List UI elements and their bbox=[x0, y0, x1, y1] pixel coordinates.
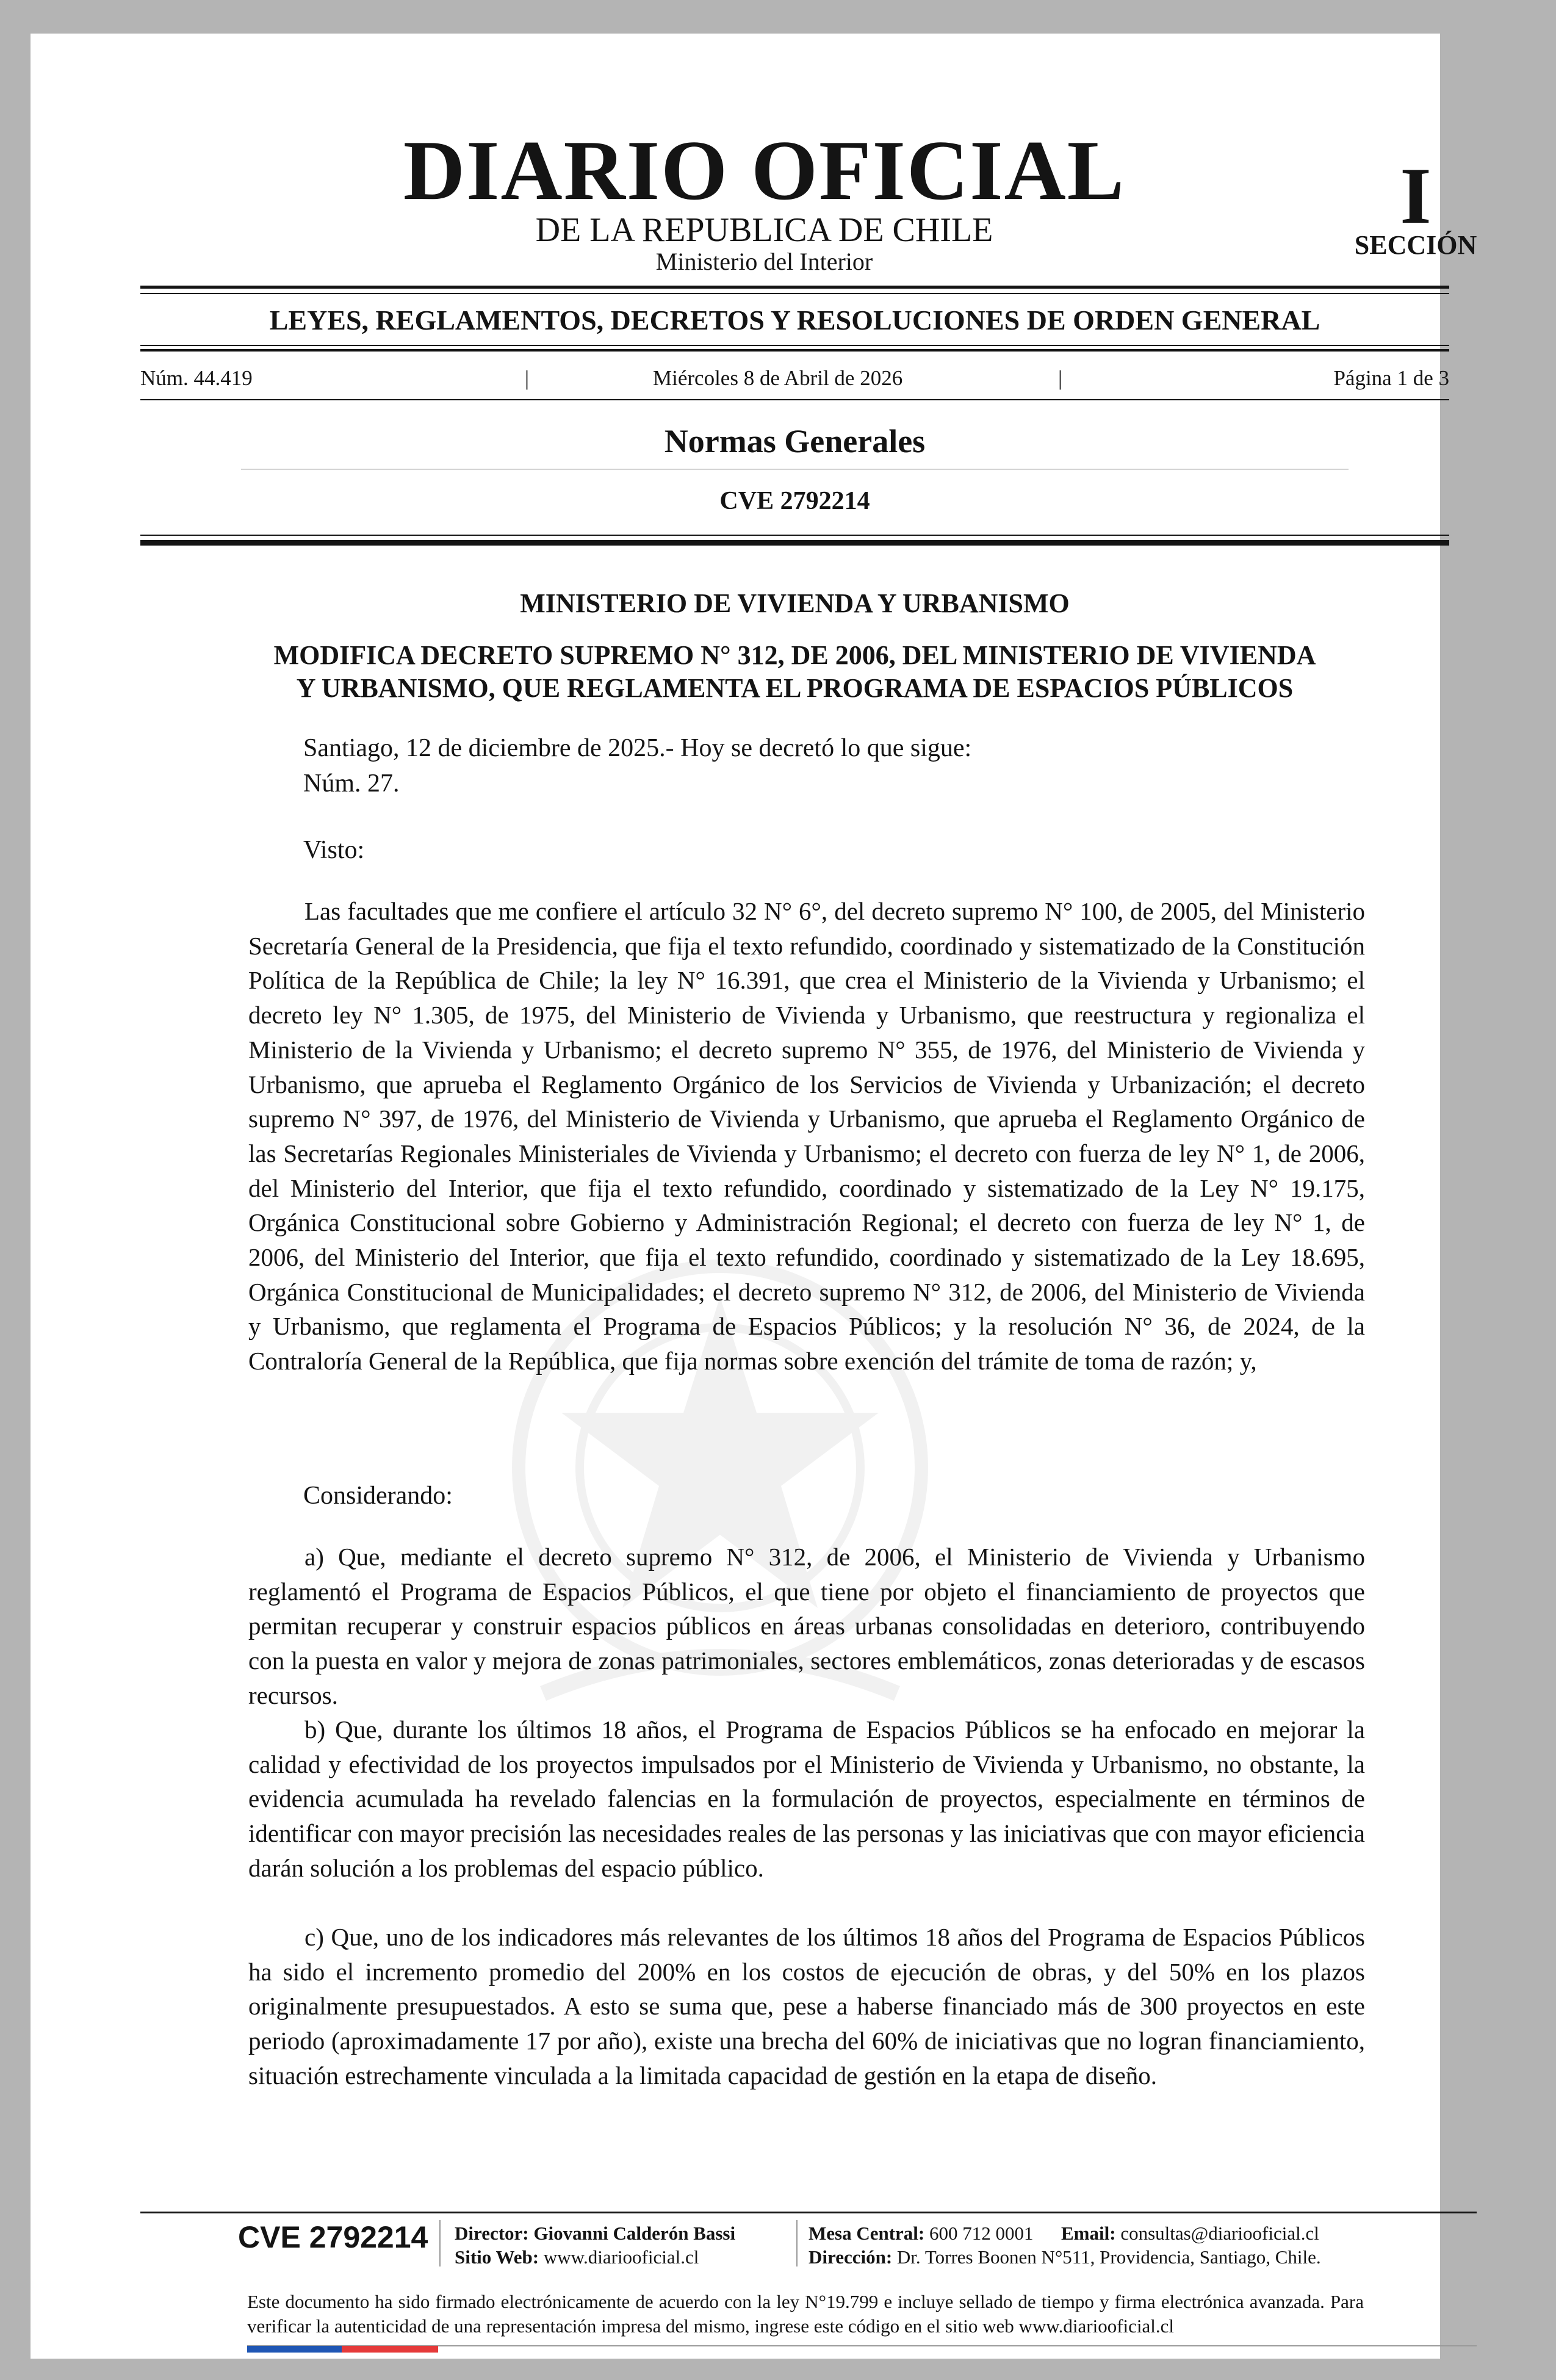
document-title bbox=[214, 639, 1376, 705]
address-label: Dirección: bbox=[809, 2246, 893, 2268]
flag-stripe-blue bbox=[247, 2346, 342, 2353]
header-rule-top bbox=[140, 286, 1449, 289]
masthead-ministry: Ministerio del Interior bbox=[655, 248, 873, 275]
website-label: Sitio Web: bbox=[455, 2246, 539, 2268]
cve-code: CVE 2792214 bbox=[719, 487, 870, 515]
email-label: Email: bbox=[1061, 2223, 1116, 2244]
laws-banner: LEYES, REGLAMENTOS, DECRETOS Y RESOLUCIONES DE ORDEN GENERAL bbox=[269, 305, 1320, 336]
document-page bbox=[31, 34, 1477, 2359]
footer-address bbox=[809, 2248, 1321, 2266]
section-rule-thick bbox=[140, 540, 1449, 546]
section-divider bbox=[241, 469, 1349, 470]
section-title: Normas Generales bbox=[664, 423, 926, 460]
issue-date: Miércoles 8 de Abril de 2026 bbox=[653, 366, 903, 390]
director-label: Director: bbox=[455, 2223, 529, 2244]
footer-director bbox=[455, 2224, 735, 2243]
masthead-subtitle: DE LA REPUBLICA DE CHILE bbox=[535, 211, 993, 249]
header-rule-top-thin bbox=[140, 293, 1449, 294]
footer-separator bbox=[796, 2220, 798, 2266]
masthead-title: DIARIO OFICIAL bbox=[403, 123, 1126, 218]
section-label: SECCIÓN bbox=[1354, 230, 1477, 260]
footer-contact bbox=[809, 2224, 1319, 2243]
footer-separator bbox=[439, 2220, 441, 2266]
footer-cve-code: CVE 2792214 bbox=[238, 2220, 428, 2254]
meta-separator: | bbox=[1058, 366, 1063, 390]
considerando-c-paragraph: c) Que, uno de los indicadores más relevantes de los últimos 18 años del Programa de Espacios Públicos ha sido el incremento promedio del 200% en los costos de ejecución de obras, y del 50% en los plazos originalmente presupuestados. A esto se suma que, pese a haberse financiado más de 300 proyectos en este periodo (aproximadamente 17 por año), existe una brecha del 60% de iniciativas que no logran financiamiento, situación estrechamente vinculada a la limitada capacidad de gestión en la etapa de diseño. bbox=[248, 1923, 1365, 2090]
considerando-a-paragraph: a) Que, mediante el decreto supremo N° 312, de 2006, el Ministerio de Vivienda y Urbanismo reglamentó el Programa de Espacios Públicos, el que tiene por objeto el financiamiento de proyectos que permitan recuperar y construir espacios públicos en áreas urbanas consolidadas en deterioro, contribuyendo con la puesta en valor y mejora de zonas patrimoniales, sectores emblemáticos, zonas deterioradas y de escasos recursos. bbox=[248, 1543, 1365, 1709]
ministry-heading: MINISTERIO DE VIVIENDA Y URBANISMO bbox=[520, 588, 1070, 618]
header-rule-middle-thick bbox=[140, 349, 1449, 352]
issue-number: Núm. 44.419 bbox=[140, 366, 253, 390]
footer-website bbox=[455, 2248, 699, 2266]
phone-value: 600 712 0001 bbox=[929, 2223, 1034, 2244]
section-rule-thin bbox=[140, 535, 1449, 536]
director-name: Giovanni Calderón Bassi bbox=[533, 2223, 736, 2244]
phone-label: Mesa Central: bbox=[809, 2223, 925, 2244]
address-value: Dr. Torres Boonen N°511, Providencia, Santiago, Chile. bbox=[896, 2246, 1321, 2268]
document-title-line: MODIFICA DECRETO SUPREMO N° 312, DE 2006, DEL MINISTERIO DE VIVIENDA bbox=[273, 640, 1316, 670]
visto-paragraph: Las facultades que me confiere el artículo 32 N° 6°, del decreto supremo N° 100, de 2005, del Ministerio Secretaría General de la Presidencia, que fija el texto refundido, coordinado y sistematizado de la Constitución Política de la República de Chile; la ley N° 16.391, que crea el Ministerio de la Vivienda y Urbanismo; el decreto ley N° 1.305, de 1975, del Ministerio de Vivienda y Urbanismo, que reestructura y regionaliza el Ministerio de la Vivienda y Urbanismo; el decreto supremo N° 355, de 1976, del Ministerio de Vivienda y Urbanismo, que aprueba el Reglamento Orgánico de los Servicios de Vivienda y Urbanización; el decreto supremo N° 397, de 1976, del Ministerio de Vivienda y Urbanismo, que aprueba el Reglamento Orgánico de las Secretarías Regionales Ministeriales de Vivienda y Urbanismo; el decreto con fuerza de ley N° 1, de 2006, del Ministerio del Interior, que fija el texto refundido, coordinado y sistematizado de la Ley N° 19.175, Orgánica Constitucional sobre Gobierno y Administración Regional; el decreto con fuerza de ley N° 1, de 2006, del Ministerio del Interior, que fija el texto refundido, coordinado y sistematizado de la Ley 18.695, Orgánica Constitucional de Municipalidades; el decreto supremo N° 312, de 2006, del Ministerio de Vivienda y Urbanismo, que reglamenta el Programa de Espacios Públicos; y la resolución N° 36, de 2024, de la Contraloría General de la República, que fija normas sobre exención del trámite de toma de razón; y, bbox=[248, 897, 1365, 1376]
flag-stripe-red bbox=[342, 2346, 438, 2353]
visto-heading: Visto: bbox=[303, 836, 365, 864]
footer-signature-note: Este documento ha sido firmado electrónicamente de acuerdo con la ley N°19.799 e incluye sellado de tiempo y firma electrónica avanzada. Para verificar la autenticidad de una representación impresa del mismo, ingrese este código en el sitio web www.diariooficial.cl bbox=[247, 2291, 1364, 2337]
website-link[interactable]: www.diariooficial.cl bbox=[543, 2246, 699, 2268]
intro-line: Santiago, 12 de diciembre de 2025.- Hoy se decretó lo que sigue: bbox=[303, 734, 972, 762]
considerando-b-paragraph: b) Que, durante los últimos 18 años, el Programa de Espacios Públicos se ha enfocado en mejorar la calidad y efectividad de los proyectos impulsados por el Ministerio de Vivienda y Urbanismo, no obstante, la evidencia acumulada ha revelado falencias en la formulación de proyectos, especialmente en términos de identificar con mayor precisión las necesidades reales de las personas y las iniciativas que con mayor eficiencia darán solución a los problemas del espacio público. bbox=[248, 1715, 1365, 1882]
header-rule-middle bbox=[140, 345, 1449, 346]
header-rule-lower bbox=[140, 399, 1449, 400]
decree-number: Núm. 27. bbox=[303, 770, 400, 798]
footer-rule bbox=[140, 2212, 1477, 2213]
document-title-line: Y URBANISMO, QUE REGLAMENTA EL PROGRAMA DE ESPACIOS PÚBLICOS bbox=[296, 673, 1294, 703]
section-roman-numeral: I bbox=[1400, 151, 1432, 240]
email-link[interactable]: consultas@diariooficial.cl bbox=[1120, 2223, 1319, 2244]
page-indicator: Página 1 de 3 bbox=[1333, 366, 1449, 390]
considerando-heading: Considerando: bbox=[303, 1482, 453, 1510]
meta-separator: | bbox=[525, 366, 530, 390]
